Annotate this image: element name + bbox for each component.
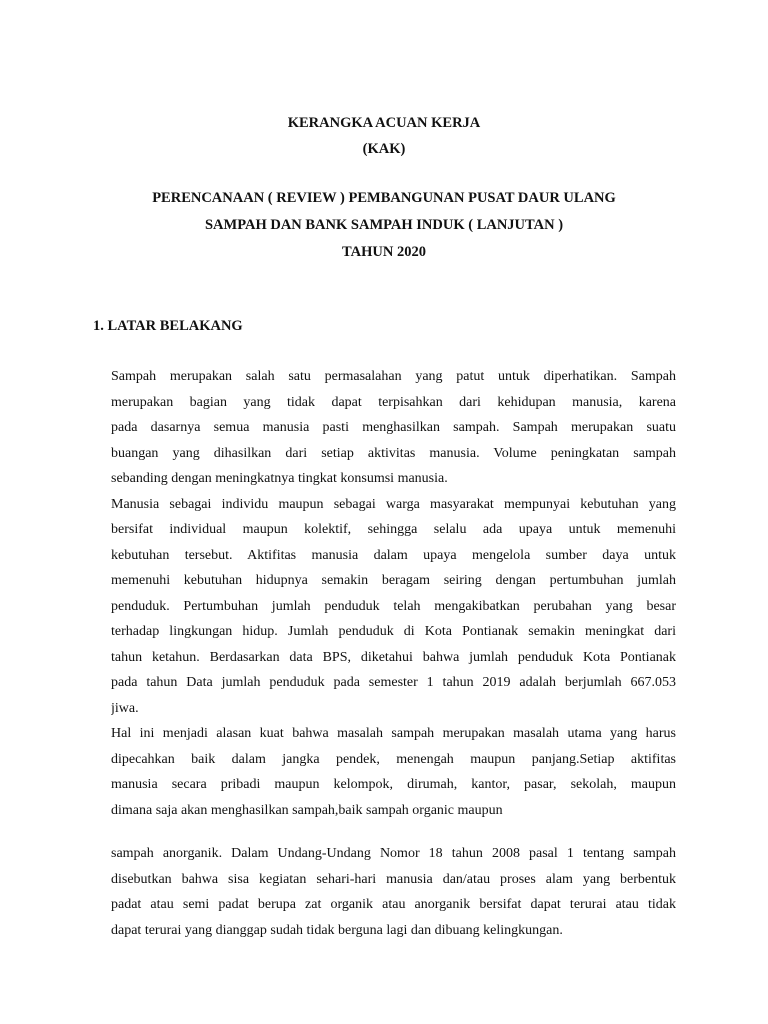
body-line: buangan yang dihasilkan dari setiap aktivitas manusia. Volume peningkatan sampah bbox=[111, 445, 676, 461]
section-body-continued bbox=[111, 841, 676, 943]
body-line: manusia secara pribadi maupun kelompok, dirumah, kantor, pasar, sekolah, maupun bbox=[111, 777, 676, 792]
body-line: memenuhi kebutuhan hidupnya semakin beragam seiring dengan pertumbuhan jumlah bbox=[111, 573, 676, 588]
body-line: Sampah merupakan salah satu permasalahan yang patut untuk diperhatikan. Sampah bbox=[111, 369, 676, 384]
body-line: Hal ini menjadi alasan kuat bahwa masalah sampah merupakan masalah utama yang harus bbox=[111, 726, 676, 741]
body-line: padat atau semi padat berupa zat organik atau anorganik bersifat dapat terurai atau tidak bbox=[111, 897, 676, 912]
body-line: dipecahkan baik dalam jangka pendek, menengah maupun panjang.Setiap aktifitas bbox=[111, 751, 676, 767]
section-body bbox=[111, 364, 676, 823]
body-line: sebanding dengan meningkatnya tingkat konsumsi manusia. bbox=[111, 471, 448, 486]
section-heading: 1. LATAR BELAKANG bbox=[93, 318, 243, 334]
project-title-line-1: PERENCANAAN ( REVIEW ) PEMBANGUNAN PUSAT DAUR ULANG bbox=[152, 190, 616, 206]
body-line: pada dasarnya semua manusia pasti menghasilkan sampah. Sampah merupakan suatu bbox=[111, 420, 676, 435]
body-line: penduduk. Pertumbuhan jumlah penduduk telah mengakibatkan perubahan yang besar bbox=[111, 598, 676, 614]
body-line: bersifat individual maupun kolektif, sehingga selalu ada upaya untuk memenuhi bbox=[111, 522, 676, 537]
body-line: jiwa. bbox=[111, 700, 139, 716]
project-title-line-2: SAMPAH DAN BANK SAMPAH INDUK ( LANJUTAN ) bbox=[204, 217, 564, 233]
body-line: kebutuhan tersebut. Aktifitas manusia dalam upaya mengelola sumber daya untuk bbox=[111, 547, 676, 563]
body-line: dapat terurai yang dianggap sudah tidak berguna lagi dan dibuang kelingkungan. bbox=[111, 922, 563, 938]
body-line: dimana saja akan menghasilkan sampah,baik sampah organic maupun bbox=[111, 802, 503, 818]
body-line: terhadap lingkungan hidup. Jumlah penduduk di Kota Pontianak semakin meningkat dari bbox=[111, 624, 676, 639]
project-year: TAHUN 2020 bbox=[342, 244, 426, 260]
document-title-abbreviation: (KAK) bbox=[362, 141, 406, 157]
body-line: sampah anorganik. Dalam Undang-Undang Nomor 18 tahun 2008 pasal 1 tentang sampah bbox=[111, 846, 676, 861]
body-line: pada tahun Data jumlah penduduk pada semester 1 tahun 2019 adalah berjumlah 667.053 bbox=[111, 675, 676, 690]
body-line: tahun ketahun. Berdasarkan data BPS, diketahui bahwa jumlah penduduk Kota Pontianak bbox=[111, 649, 676, 665]
document-title: KERANGKA ACUAN KERJA bbox=[287, 115, 481, 131]
body-line: disebutkan bahwa sisa kegiatan sehari-hari manusia dan/atau proses alam yang berbentuk bbox=[111, 871, 676, 887]
body-line: merupakan bagian yang tidak dapat terpisahkan dari kehidupan manusia, karena bbox=[111, 394, 676, 410]
body-line: Manusia sebagai individu maupun sebagai warga masyarakat mempunyai kebutuhan yang bbox=[111, 496, 676, 512]
